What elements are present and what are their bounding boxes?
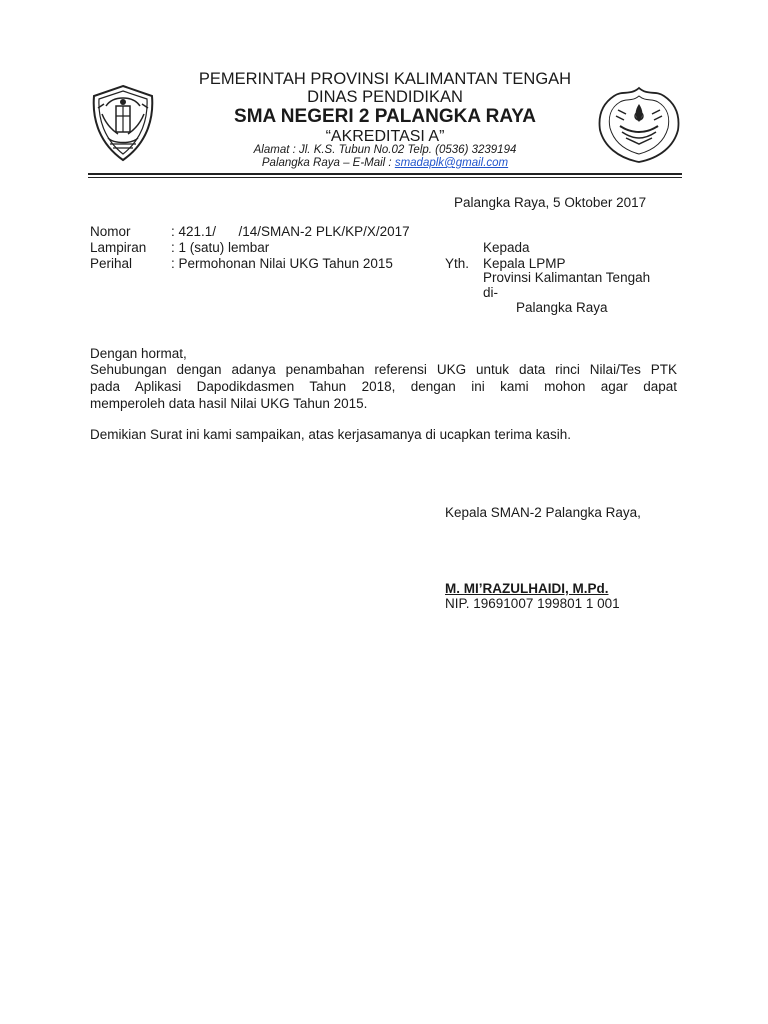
header-rule-thick [88,173,682,175]
date-line: Palangka Raya, 5 Oktober 2017 [454,195,647,210]
provincial-crest-logo [88,84,158,162]
perihal-value: : Permohonan Nilai UKG Tahun 2015 [171,256,393,271]
body-paragraph [90,361,677,412]
recipient-line3: di- [483,285,499,300]
nomor-label: Nomor [90,224,131,239]
greeting: Dengan hormat, [90,346,187,361]
signatory-name: M. MI’RAZULHAIDI, M.Pd. [445,581,609,596]
accreditation-label: “AKREDITASI A” [325,128,445,145]
recipient-line1: Kepala LPMP [483,256,566,271]
body-paragraph-line: pada Aplikasi Dapodikdasmen Tahun 2018, dengan ini kami mohon agar dapat [90,379,677,394]
signatory-nip: NIP. 19691007 199801 1 001 [445,596,620,611]
recipient-yth: Yth. [445,256,470,271]
recipient-line4: Palangka Raya [516,300,608,315]
body-paragraph-line: Sehubungan dengan adanya penambahan referensi UKG untuk data rinci Nilai/Tes PTK [90,362,677,377]
department-name: DINAS PENDIDIKAN [307,88,463,106]
closing-sentence: Demikian Surat ini kami sampaikan, atas kerjasamanya di ucapkan terima kasih. [90,427,571,442]
signatory-title: Kepala SMAN-2 Palangka Raya, [445,505,641,520]
recipient-line2: Provinsi Kalimantan Tengah [483,270,651,285]
school-name: SMA NEGERI 2 PALANGKA RAYA [234,106,536,127]
perihal-label: Perihal [90,256,133,271]
contact-line [150,157,620,169]
lampiran-label: Lampiran [90,240,147,255]
government-name: PEMERINTAH PROVINSI KALIMANTAN TENGAH [198,70,572,88]
address-line: Alamat : Jl. K.S. Tubun No.02 Telp. (0536) 3239194 [253,144,517,156]
recipient-kepada: Kepada [483,240,530,255]
body-paragraph-line: memperoleh data hasil Nilai UKG Tahun 2015. [90,396,368,411]
header-rule-thin [88,177,682,178]
email-link[interactable]: smadaplk@gmail.com [394,157,509,169]
contact-prefix: Palangka Raya – E-Mail : [261,157,395,169]
nomor-value: : 421.1/ /14/SMAN-2 PLK/KP/X/2017 [171,224,410,239]
lampiran-value: : 1 (satu) lembar [171,240,270,255]
